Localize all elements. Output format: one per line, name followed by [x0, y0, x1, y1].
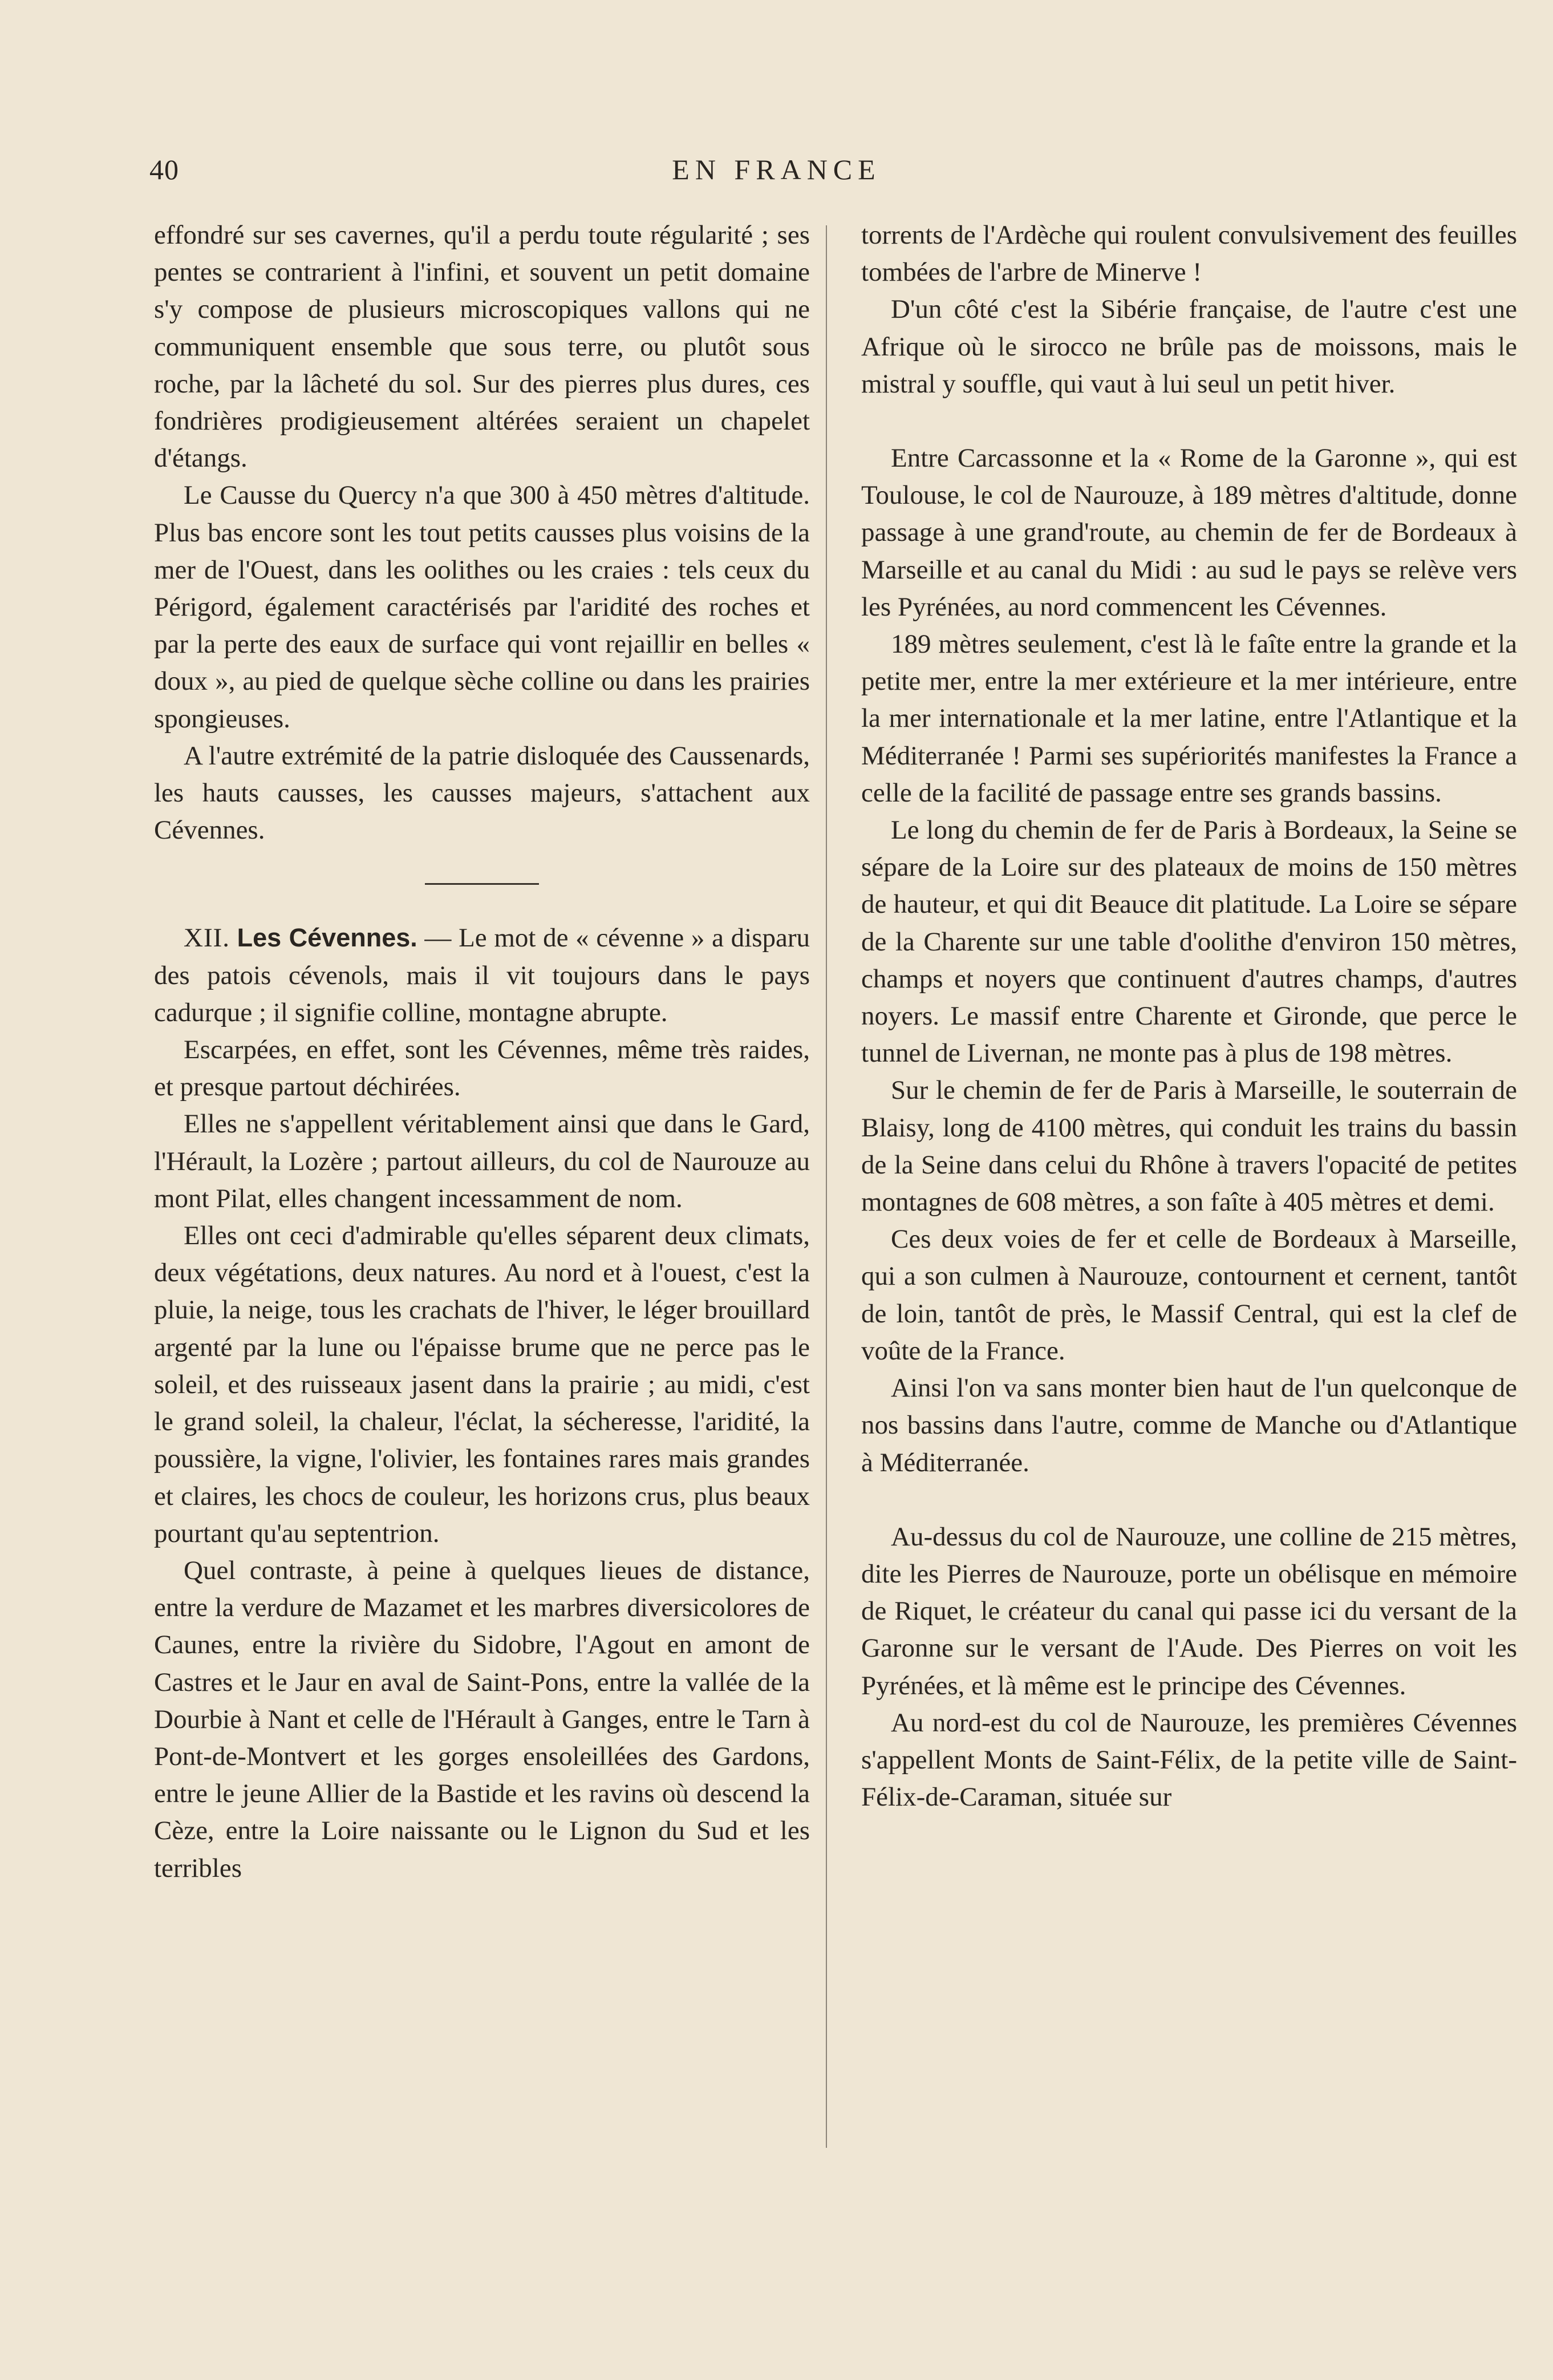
column-divider [826, 225, 827, 2148]
paragraph: Ainsi l'on va sans monter bien haut de l'un quelconque de nos bassins dans l'autre, comme de Manche ou d'Atlantique à Méditerranée. [861, 1373, 1517, 1478]
paragraph: Le long du chemin de fer de Paris à Bordeaux, la Seine se sépare de la Loire sur des plateaux de moins de 150 mètres de hauteur, et qui dit Beauce dit platitude. La Loire se sépare de la Charente sur une table d'oolithe d'environ 150 mètres, champs et noyers que continuent d'autres champs, d'autres noyers. Le massif entre Charente et Gironde, que perce le tunnel de Livernan, ne monte pas à plus de 198 mètres. [861, 815, 1517, 1068]
section-heading-paragraph [154, 919, 810, 1031]
paragraph: D'un côté c'est la Sibérie française, de l'autre c'est une Afrique où le sirocco ne brûle pas de moissons, mais le mistral y souffle, qui vaut à lui seul un petit hiver. [861, 294, 1517, 399]
paragraph: effondré sur ses cavernes, qu'il a perdu toute régularité ; ses pentes se contrarient à l'infini, et souvent un petit domaine s'y compose de plusieurs microscopiques vallons qui ne communiquent ensemble que sous terre, ou plutôt sous roche, par la lâcheté du sol. Sur des pierres plus dures, ces fondrières prodigieusement altérées seraient un chapelet d'étangs. [154, 220, 810, 473]
paragraph: Sur le chemin de fer de Paris à Marseille, le souterrain de Blaisy, long de 4100 mètres, qui conduit les trains du bassin de la Seine dans celui du Rhône à travers l'opacité de petites montagnes de 608 mètres, a son faîte à 405 mètres et demi. [861, 1075, 1517, 1217]
page-number: 40 [149, 153, 179, 185]
paragraph: Ces deux voies de fer et celle de Bordeaux à Marseille, qui a son culmen à Naurouze, contournent et cernent, tantôt de loin, tantôt de près, le Massif Central, qui est la clef de voûte de la France. [861, 1224, 1517, 1366]
section-title: Les Cévennes. [237, 923, 417, 953]
paragraph-gap [861, 403, 1517, 440]
section-number: XII. [184, 923, 230, 953]
paragraph: Escarpées, en effet, sont les Cévennes, même très raides, et presque partout déchirées. [154, 1035, 810, 1102]
section-divider [425, 883, 539, 885]
paragraph: Elles ne s'appellent véritablement ainsi que dans le Gard, l'Hérault, la Lozère ; partout ailleurs, du col de Naurouze au mont Pilat, elles changent incessamment de nom. [154, 1109, 810, 1213]
paragraph: Elles ont ceci d'admirable qu'elles séparent deux climats, deux végétations, deux natures. Au nord et à l'ouest, c'est la pluie, la neige, tous les crachats de l'hiver, le léger brouillard argenté par la lune ou l'épaisse brume que ne perce pas le soleil, et des ruisseaux jasent dans la prairie ; au midi, c'est le grand soleil, la chaleur, l'éclat, la sécheresse, l'aridité, la poussière, la vigne, l'olivier, les fontaines rares mais grandes et claires, les chocs de couleur, les horizons crus, plus beaux pourtant qu'au septentrion. [154, 1221, 810, 1548]
paragraph: Au nord-est du col de Naurouze, les premières Cévennes s'appellent Monts de Saint-Félix, de la petite ville de Saint-Félix-de-Caraman, située sur [861, 1707, 1517, 1812]
running-title: EN FRANCE [672, 153, 881, 185]
paragraph: Le Causse du Quercy n'a que 300 à 450 mètres d'altitude. Plus bas encore sont les tout petits causses plus voisins de la mer de l'Ouest, dans les oolithes ou les craies : tels ceux du Périgord, également caractérisés par l'aridité des roches et par la perte des eaux de surface qui vont rejaillir en belles « doux », au pied de quelque sèche colline ou dans les prairies spongieuses. [154, 480, 810, 734]
section-lead-text: — Le mot de « cévenne » a disparu des patois cévenols, mais il vit toujours dans le pays cadurque ; il signifie colline, montagne abrupte. [154, 923, 810, 1027]
paragraph: torrents de l'Ardèche qui roulent convulsivement des feuilles tombées de l'arbre de Minerve ! [861, 220, 1517, 288]
paragraph: Au-dessus du col de Naurouze, une colline de 215 mètres, dite les Pierres de Naurouze, porte un obélisque en mémoire de Riquet, le créateur du canal qui passe ici du versant de la Garonne sur le versant de l'Aude. Des Pierres on voit les Pyrénées, et là même est le principe des Cévennes. [861, 1521, 1517, 1701]
left-column [154, 217, 810, 1887]
paragraph-gap [861, 1482, 1517, 1519]
paragraph: Entre Carcassonne et la « Rome de la Garonne », qui est Toulouse, le col de Naurouze, à 189 mètres d'altitude, donne passage à une grand'route, au chemin de fer de Bordeaux à Marseille et au canal du Midi : au sud le pays se relève vers les Pyrénées, au nord commencent les Cévennes. [861, 443, 1517, 622]
paragraph: 189 mètres seulement, c'est là le faîte entre la grande et la petite mer, entre la mer extérieure et la mer intérieure, entre la mer internationale et la mer latine, entre l'Atlantique et la Méditerranée ! Parmi ses supériorités manifestes la France a celle de la facilité de passage entre ses grands bassins. [861, 629, 1517, 808]
paragraph: A l'autre extrémité de la patrie disloquée des Caussenards, les hauts causses, les causses majeurs, s'attachent aux Cévennes. [154, 740, 810, 845]
right-column [861, 217, 1517, 1816]
paragraph: Quel contraste, à peine à quelques lieues de distance, entre la verdure de Mazamet et les marbres diversicolores de Caunes, entre la rivière du Sidobre, l'Agout en amont de Castres et le Jaur en aval de Saint-Pons, entre la vallée de la Dourbie à Nant et celle de l'Hérault à Ganges, entre le Tarn à Pont-de-Montvert et les gorges ensoleillées des Gardons, entre le jeune Allier de la Bastide et les ravins où descend la Cèze, entre la Loire naissante ou le Lignon du Sud et les terribles [154, 1555, 810, 1883]
